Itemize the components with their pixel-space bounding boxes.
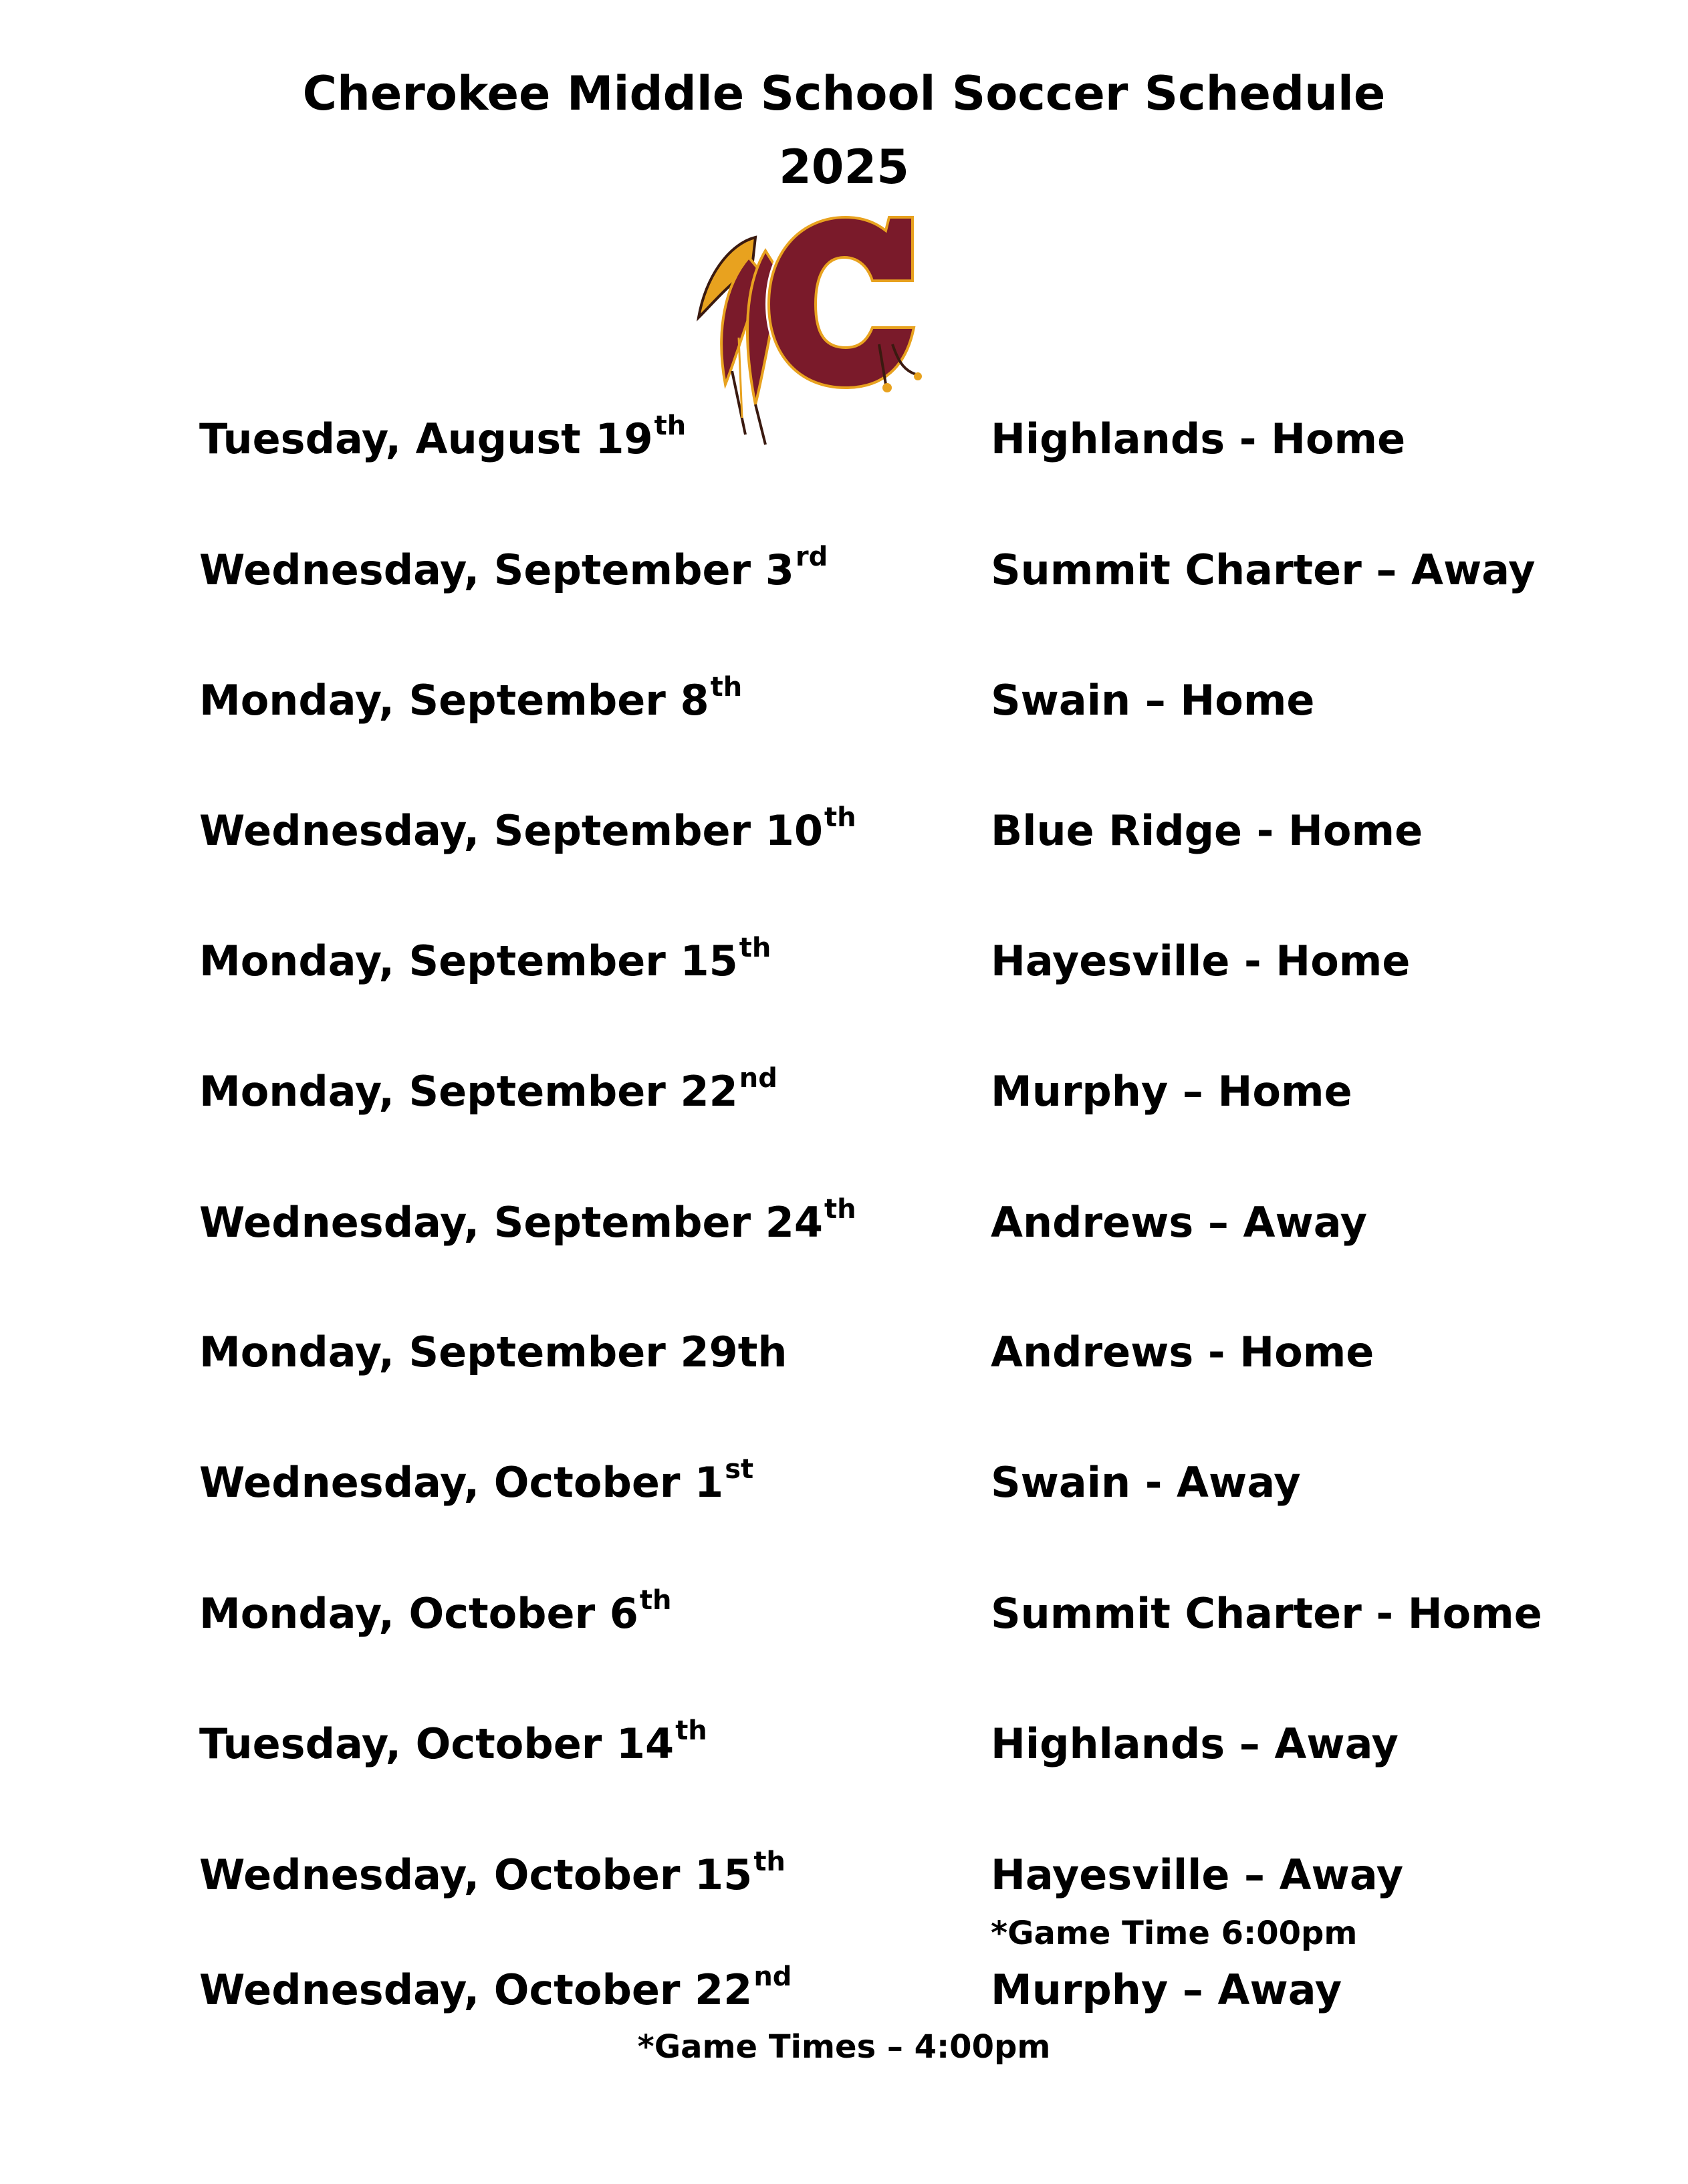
ordinal-suffix: nd	[753, 1961, 792, 1993]
game-date	[199, 409, 686, 469]
ordinal-suffix: th	[639, 1585, 672, 1616]
ordinal-suffix: st	[725, 1454, 754, 1485]
game-date	[199, 1193, 856, 1253]
opponent-location: Swain – Home	[991, 676, 1315, 725]
opponent-location: Highlands – Away	[991, 1719, 1399, 1768]
ordinal-suffix: th	[739, 933, 771, 964]
game-date-text: Monday, September 15	[199, 937, 738, 985]
ordinal-suffix: th	[675, 1715, 707, 1747]
game-date-text: Wednesday, October 1	[199, 1458, 724, 1507]
game-date	[199, 540, 828, 600]
ordinal-suffix: th	[753, 1846, 786, 1878]
schedule-row	[0, 1453, 1688, 1513]
opponent-location: Summit Charter – Away	[991, 545, 1536, 594]
game-date-text: Wednesday, October 15	[199, 1850, 753, 1899]
game-date	[199, 1960, 792, 2020]
ordinal-suffix: th	[824, 802, 856, 834]
game-date-text: Wednesday, October 22	[199, 1965, 753, 2014]
ordinal-suffix: rd	[795, 541, 828, 573]
schedule-row	[0, 1193, 1688, 1253]
opponent-location: Murphy – Home	[991, 1067, 1352, 1116]
page-year: 2025	[779, 140, 909, 195]
schedule-row	[0, 540, 1688, 600]
schedule-row	[0, 1322, 1688, 1382]
schedule-row	[0, 1584, 1688, 1644]
opponent-location: Highlands - Home	[991, 414, 1406, 463]
special-game-time-note: *Game Time 6:00pm	[991, 1915, 1358, 1952]
opponent-location: Andrews - Home	[991, 1328, 1374, 1376]
game-date-text: Wednesday, September 10	[199, 806, 823, 855]
schedule-row	[0, 1960, 1688, 2020]
opponent-location: Hayesville – Away	[991, 1850, 1404, 1899]
schedule-row	[0, 801, 1688, 861]
schedule-row	[0, 1714, 1688, 1774]
game-date	[199, 1322, 788, 1382]
game-date	[199, 801, 856, 861]
page-title: Cherokee Middle School Soccer Schedule	[302, 66, 1386, 121]
game-date-text: Wednesday, September 3	[199, 545, 794, 594]
ordinal-suffix: th	[710, 672, 743, 703]
game-date	[199, 1584, 672, 1644]
opponent-location: Swain - Away	[991, 1458, 1301, 1507]
c-letter-icon	[769, 217, 914, 388]
game-date-text: Monday, September 22	[199, 1067, 738, 1116]
game-date-text: Monday, September 8	[199, 676, 709, 725]
game-date	[199, 1714, 707, 1774]
ordinal-suffix: nd	[739, 1063, 777, 1094]
game-date-text: Wednesday, September 24	[199, 1198, 823, 1247]
schedule-row	[0, 1845, 1688, 1905]
schedule-row	[0, 931, 1688, 991]
schedule-row	[0, 671, 1688, 731]
schedule-row	[0, 1062, 1688, 1122]
game-date-text: Tuesday, October 14	[199, 1719, 675, 1768]
game-date	[199, 931, 771, 991]
game-date	[199, 671, 742, 731]
game-date-text: Tuesday, August 19	[199, 414, 653, 463]
schedule-row	[0, 409, 1688, 469]
ordinal-suffix: th	[824, 1194, 856, 1225]
opponent-location: Hayesville - Home	[991, 937, 1411, 985]
game-date-text: Monday, September 29th	[199, 1328, 788, 1376]
game-date-text: Monday, October 6	[199, 1589, 638, 1638]
opponent-location: Blue Ridge - Home	[991, 806, 1423, 855]
game-date	[199, 1453, 753, 1513]
opponent-location: Summit Charter - Home	[991, 1589, 1542, 1638]
game-date	[199, 1062, 777, 1122]
ordinal-suffix: th	[654, 410, 687, 442]
opponent-location: Murphy – Away	[991, 1965, 1342, 2014]
default-game-times-note: *Game Times – 4:00pm	[637, 2028, 1051, 2066]
game-date	[199, 1845, 786, 1905]
opponent-location: Andrews – Away	[991, 1198, 1368, 1247]
